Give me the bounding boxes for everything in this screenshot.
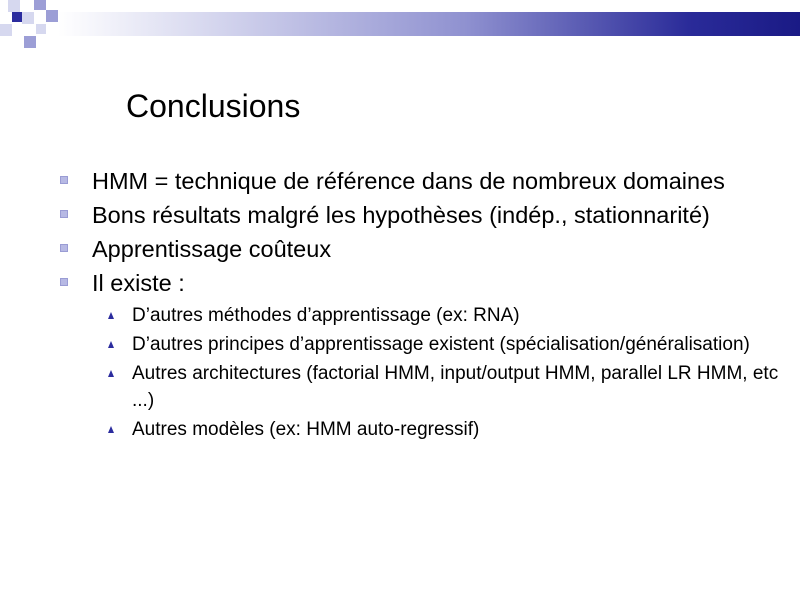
slide-title: Conclusions [126,88,301,124]
square-bullet-icon [60,244,68,252]
sub-bullet-item [60,331,780,358]
square-bullet-icon [60,278,68,286]
bullet-text: Bons résultats malgré les hypothèses (indép., stationnarité) [92,202,710,228]
bullet-item [60,268,780,298]
square-bullet-icon [60,176,68,184]
bullet-text: HMM = technique de référence dans de nombreux domaines [92,168,725,194]
triangle-bullet-icon [108,426,114,433]
sub-bullet-text: Autres architectures (factorial HMM, input/output HMM, parallel LR HMM, etc ...) [132,363,779,411]
bullet-list [60,166,780,445]
decor-square [46,10,58,22]
bullet-item [60,234,780,264]
bullet-item [60,200,780,230]
triangle-bullet-icon [108,370,114,377]
square-bullet-icon [60,210,68,218]
header-gradient-bar [58,12,800,36]
sub-bullet-text: Autres modèles (ex: HMM auto-regressif) [132,419,480,440]
decor-square [12,12,22,22]
sub-bullet-text: D’autres principes d’apprentissage existent (spécialisation/généralisation) [132,334,750,355]
bullet-text: Apprentissage coûteux [92,236,332,262]
sub-bullet-text: D’autres méthodes d’apprentissage (ex: RNA) [132,305,520,326]
decor-square [34,0,46,10]
decor-square [36,24,46,34]
sub-bullet-item [60,360,780,414]
bullet-item [60,166,780,196]
triangle-bullet-icon [108,312,114,319]
decor-square [8,0,20,12]
decor-square [0,24,12,36]
decor-square [22,12,34,24]
triangle-bullet-icon [108,341,114,348]
bullet-text: Il existe : [92,270,185,296]
sub-bullet-item [60,302,780,329]
sub-bullet-item [60,416,780,443]
decor-square [24,36,36,48]
